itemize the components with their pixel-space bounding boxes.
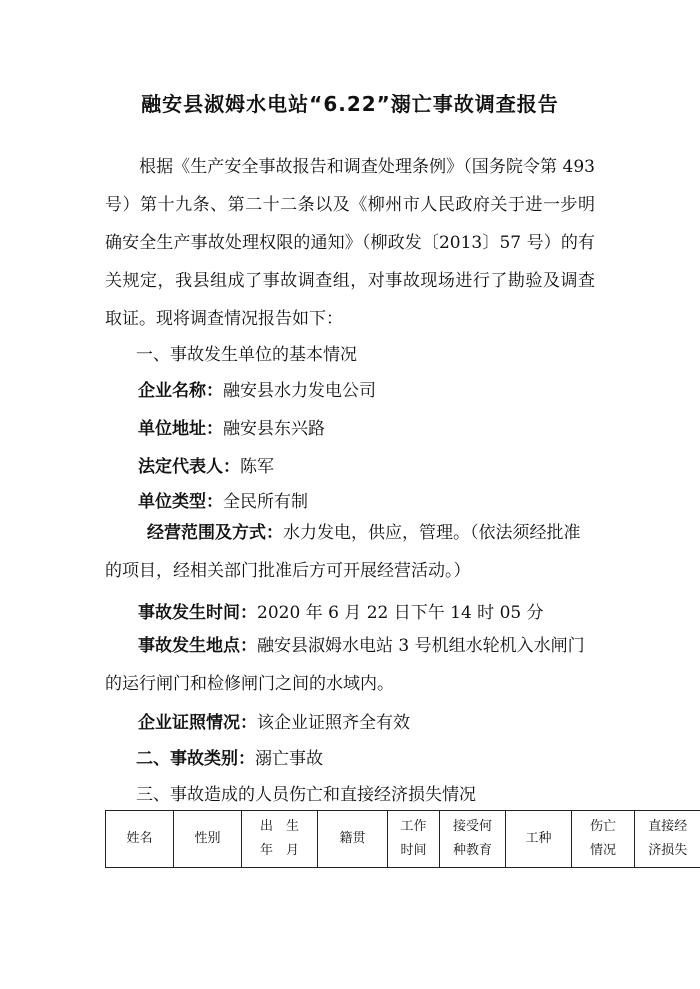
business-scope-row bbox=[105, 514, 595, 590]
business-scope-value: 水力发电，供应，管理。（依法须经批准的项目，经相关部门批准后方可开展经营活动。） bbox=[105, 523, 581, 581]
legal-rep-row bbox=[138, 452, 274, 477]
intro-paragraph: 根据《生产安全事故报告和调查处理条例》（国务院令第 493 号）第十九条、第二十二条以及《柳州市人民政府关于进一步明确安全生产事故处理权限的通知》（柳政发〔2013〕57 号）的有关规定，我县组成了事故调查组，对事故现场进行了勘验及调查取证。现将调查情况报告如下： bbox=[105, 157, 595, 329]
accident-time-value: 2020 年 6 月 22 日下午 14 时 05 分 bbox=[257, 603, 544, 623]
accident-time-label: 事故发生时间： bbox=[138, 603, 257, 623]
header-education: 接受何 种教育 bbox=[440, 811, 506, 868]
company-name-label: 企业名称： bbox=[138, 381, 223, 401]
license-row bbox=[138, 708, 410, 733]
unit-type-label: 单位类型： bbox=[138, 492, 223, 512]
address-row bbox=[138, 414, 325, 439]
header-casualty-status: 伤亡 情况 bbox=[572, 811, 635, 868]
header-birth: 出 生 年 月 bbox=[242, 811, 318, 868]
address-value: 融安县东兴路 bbox=[223, 419, 325, 439]
license-label: 企业证照情况： bbox=[138, 713, 257, 733]
license-value: 该企业证照齐全有效 bbox=[257, 713, 410, 733]
accident-place-value: 融安县淑姆水电站 3 号机组水轮机入水闸门的运行闸门和检修闸门之间的水域内。 bbox=[105, 636, 585, 694]
report-title: 融安县淑姆水电站“6.22”溺亡事故调查报告 bbox=[141, 92, 559, 116]
header-job-type: 工种 bbox=[506, 811, 572, 868]
company-name-row bbox=[138, 376, 376, 401]
accident-time-row bbox=[138, 598, 544, 623]
legal-rep-label: 法定代表人： bbox=[138, 457, 240, 477]
unit-type-row bbox=[138, 487, 308, 512]
legal-rep-value: 陈军 bbox=[240, 457, 274, 477]
header-name: 姓名 bbox=[106, 811, 174, 868]
accident-category-row bbox=[136, 744, 323, 769]
unit-type-value: 全民所有制 bbox=[223, 492, 308, 512]
accident-place-row bbox=[105, 627, 595, 703]
accident-category-value: 溺亡事故 bbox=[255, 749, 323, 769]
company-name-value: 融安县水力发电公司 bbox=[223, 381, 376, 401]
section-3-heading: 三、事故造成的人员伤亡和直接经济损失情况 bbox=[136, 785, 476, 805]
header-work-time: 工作 时间 bbox=[388, 811, 440, 868]
header-native-place: 籍贯 bbox=[318, 811, 388, 868]
accident-category-label: 二、事故类别： bbox=[136, 749, 255, 769]
section-1-heading: 一、事故发生单位的基本情况 bbox=[136, 345, 357, 365]
header-direct-loss: 直接经 济损失 bbox=[635, 811, 700, 868]
header-gender: 性别 bbox=[174, 811, 242, 868]
accident-place-label: 事故发生地点： bbox=[138, 636, 257, 656]
casualty-table-header-row bbox=[106, 811, 700, 868]
address-label: 单位地址： bbox=[138, 419, 223, 439]
casualty-table bbox=[105, 810, 700, 868]
business-scope-label: 经营范围及方式： bbox=[147, 523, 283, 543]
